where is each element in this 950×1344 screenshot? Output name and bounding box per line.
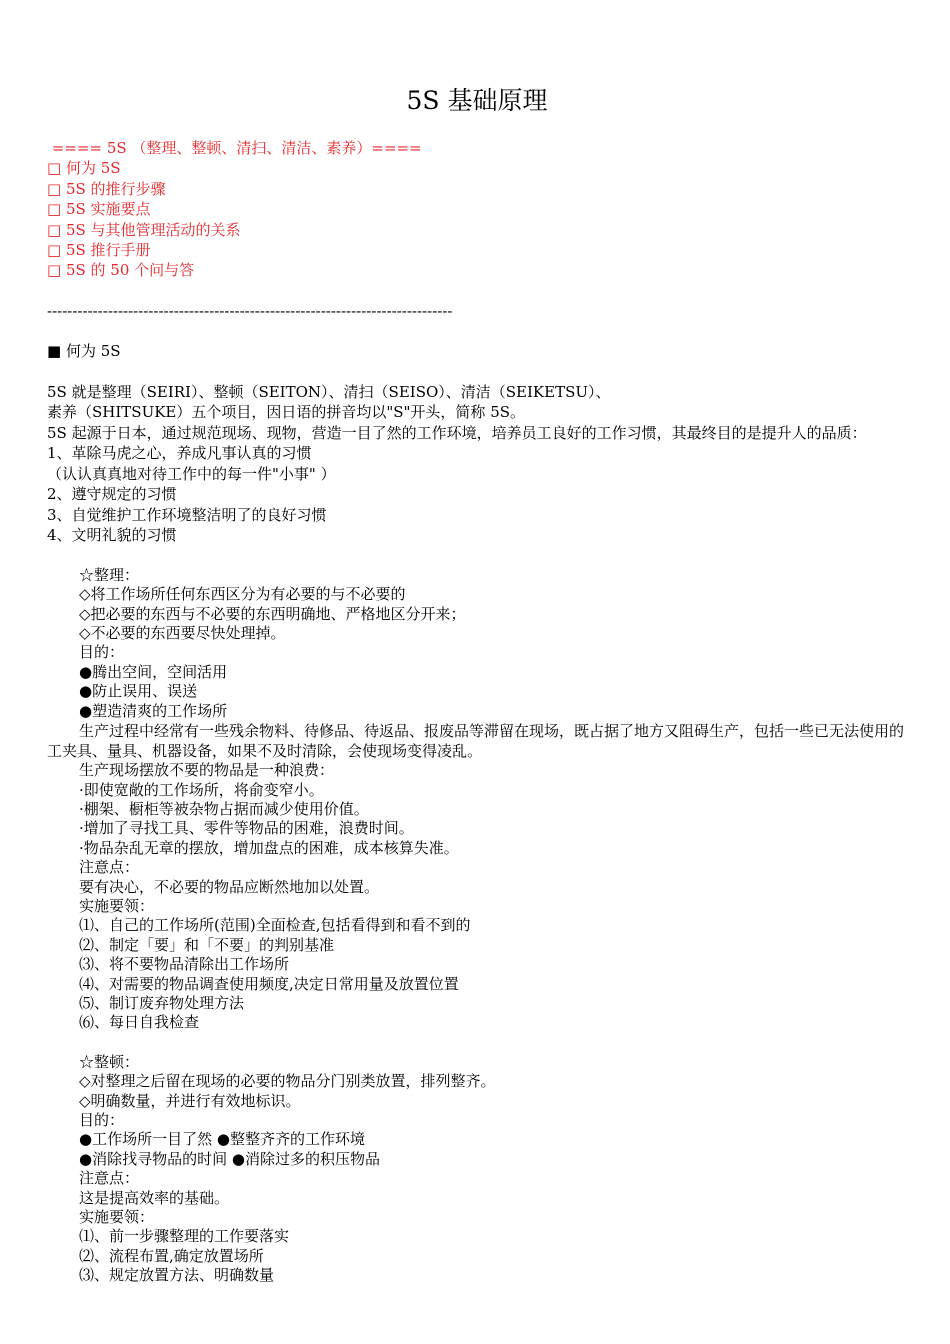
- seiri-purpose: ●防止误用、误送: [79, 682, 198, 701]
- seiri-step: ⑶、将不要物品清除出工作场所: [79, 955, 290, 974]
- intro-line: 1、革除马虎之心，养成凡事认真的习惯: [47, 444, 312, 463]
- seiton-step: ⑶、规定放置方法、明确数量: [79, 1266, 275, 1285]
- intro-line: （认认真真地对待工作中的每一件"小事" ）: [47, 464, 336, 483]
- seiri-purpose: ●塑造清爽的工作场所: [79, 701, 228, 720]
- seiton-purpose: ●工作场所一目了然 ●整整齐齐的工作环境: [79, 1130, 365, 1149]
- seiton-purpose: ●消除找寻物品的时间 ●消除过多的积压物品: [79, 1149, 380, 1168]
- seiton-purpose-label: 目的：: [79, 1111, 125, 1129]
- page-title: 5S 基础原理: [406, 86, 548, 115]
- intro-line: 5S 起源于日本，通过规范现场、现物，营造一目了然的工作环境，培养员工良好的工作习惯，其最终目的是提升人的品质：: [47, 423, 867, 442]
- divider: --------------------------------------------------------------------------------: [47, 301, 453, 320]
- seiri-waste: ·增加了寻找工具、零件等物品的困难，浪费时间。: [79, 819, 414, 838]
- intro-line: 3、自觉维护工作环境整洁明了的良好习惯: [47, 505, 327, 524]
- seiton-section: [47, 1053, 907, 1286]
- intro-line: 4、文明礼貌的习惯: [47, 526, 177, 545]
- seiri-section: [47, 566, 907, 1033]
- seiton-point: ◇对整理之后留在现场的必要的物品分门别类放置，排列整齐。: [79, 1072, 496, 1091]
- seiri-heading: ☆整理：: [79, 565, 140, 584]
- seiton-step: ⑵、流程布置,确定放置场所: [79, 1246, 264, 1265]
- section-heading: ■ 何为 5S: [47, 342, 121, 361]
- seiton-step: ⑴、前一步骤整理的工作要落实: [79, 1227, 290, 1246]
- seiri-notice-label: 注意点：: [79, 858, 140, 877]
- toc-item[interactable]: □ 何为 5S: [47, 159, 121, 178]
- seiton-notice-label: 注意点：: [79, 1169, 140, 1188]
- seiton-heading: ☆整顿：: [79, 1052, 140, 1071]
- seiri-step: ⑵、制定「要」和「不要」的判别基准: [79, 935, 335, 954]
- seiton-notice: 这是提高效率的基础。: [79, 1188, 230, 1207]
- seiri-waste: ·即使宽敞的工作场所，将俞变窄小。: [79, 780, 324, 799]
- seiri-notice: 要有决心，不必要的物品应断然地加以处置。: [79, 877, 380, 896]
- seiri-steps-label: 实施要领：: [79, 896, 155, 915]
- seiri-step: ⑹、每日自我检查: [79, 1013, 200, 1032]
- intro-text: [47, 382, 907, 546]
- seiri-point: ◇不必要的东西要尽快处理掉。: [79, 624, 286, 643]
- seiri-step: ⑴、自己的工作场所(范围)全面检查,包括看得到和看不到的: [79, 916, 471, 935]
- seiri-waste: ·棚架、橱柜等被杂物占据而减少使用价值。: [79, 799, 369, 818]
- toc-item[interactable]: □ 5S 实施要点: [47, 200, 151, 219]
- seiri-step: ⑸、制订废弃物处理方法: [79, 993, 245, 1012]
- table-of-contents: [47, 138, 907, 281]
- toc-item[interactable]: □ 5S 的推行步骤: [47, 179, 166, 198]
- toc-item[interactable]: □ 5S 推行手册: [47, 241, 151, 260]
- toc-item[interactable]: □ 5S 与其他管理活动的关系: [47, 220, 241, 239]
- seiri-point: ◇把必要的东西与不必要的东西明确地、严格地区分开来；: [79, 604, 466, 623]
- toc-item[interactable]: □ 5S 的 50 个问与答: [47, 261, 195, 280]
- seiri-point: ◇将工作场所任何东西区分为有必要的与不必要的: [79, 585, 406, 604]
- toc-header: ==== 5S （整理、整顿、清扫、清洁、素养）====: [47, 139, 422, 157]
- seiri-purpose-label: 目的：: [79, 643, 125, 662]
- intro-line: 5S 就是整理（SEIRI）、整顿（SEITON）、清扫（SEISO）、清洁（SEIKETSU）、: [47, 382, 611, 401]
- intro-line: 素养（SHITSUKE）五个项目，因日语的拼音均以"S"开头，简称 5S。: [47, 403, 526, 422]
- seiri-purpose: ●腾出空间，空间活用: [79, 662, 228, 681]
- seiton-steps-label: 实施要领：: [79, 1208, 155, 1227]
- seiri-paragraph: 生产过程中经常有一些残余物料、待修品、待返品、报废品等滞留在现场，既占据了地方又阻碍生产，包括一些已无法使用的工夹具、量具、机器设备，如果不及时清除，会使现场变得凌乱。: [47, 722, 905, 761]
- seiton-point: ◇明确数量，并进行有效地标识。: [79, 1091, 301, 1110]
- seiri-step: ⑷、对需要的物品调查使用频度,决定日常用量及放置位置: [79, 974, 459, 993]
- document-page: [47, 84, 907, 1286]
- seiri-waste-label: 生产现场摆放不要的物品是一种浪费：: [79, 761, 335, 780]
- intro-line: 2、遵守规定的习惯: [47, 485, 177, 504]
- seiri-waste: ·物品杂乱无章的摆放，增加盘点的困难，成本核算失准。: [79, 838, 459, 857]
